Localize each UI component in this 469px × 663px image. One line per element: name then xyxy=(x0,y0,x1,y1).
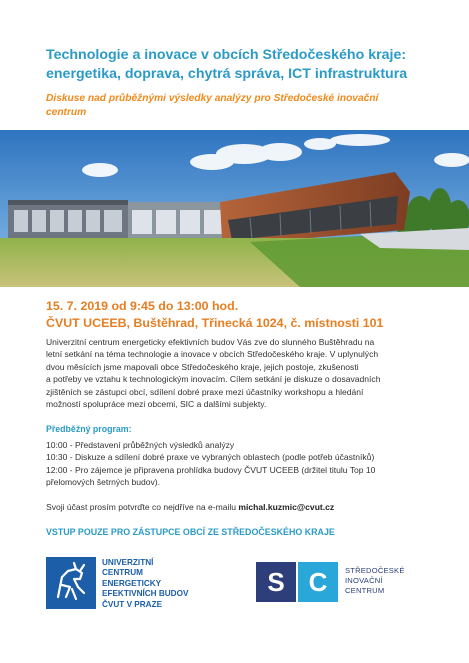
uceeb-logo-line: UNIVERZITNÍ xyxy=(102,558,154,567)
sic-logo-line: CENTRUM xyxy=(345,586,385,596)
subtitle-line-1: Diskuse nad průběžnými výsledky analýzy pro Středočeské inovační xyxy=(46,93,379,104)
program-list xyxy=(46,439,430,489)
body-line: dvou měsících jsme mapovali obce Středočeského kraje, jejich postoje, zkušenosti xyxy=(46,361,359,372)
rsvp-text: Svoji účast prosím potvrďte co nejdříve na e-mailu xyxy=(46,502,239,512)
body-line: letní setkání na téma technologie a inovace v obcích Středočeského kraje. V uplynulých xyxy=(46,349,379,360)
uceeb-logo-line: EFEKTIVNÍCH BUDOV xyxy=(102,589,189,599)
uceeb-logo-line: ENERGETICKY xyxy=(102,578,162,588)
body-line: možností spolupráce mezi obcemi, SIC a dalšími subjekty. xyxy=(46,399,267,410)
rsvp-email-link[interactable]: michal.kuzmic@cvut.cz xyxy=(238,502,335,512)
body-line: Univerzitní centrum energeticky efektivních budov Vás zve do slunného Buštěhradu na xyxy=(46,337,375,347)
sic-logo-s-block: S xyxy=(256,562,296,602)
sic-logo-c-block: C xyxy=(298,562,338,602)
subtitle-line-2: centrum xyxy=(46,107,87,118)
sic-logo-text xyxy=(345,566,405,597)
invitation-body xyxy=(46,336,430,410)
title-line-2: energetika, doprava, chytrá správa, ICT infrastruktura xyxy=(46,66,408,82)
rsvp-note xyxy=(46,502,430,512)
body-line: zjištěních se zástupci obcí, sdílení dobré praxe mezi účastníky workshopu a hledání xyxy=(46,386,364,397)
body-line: a potřeby ve vztahu k technologickým inovacím. Cílem setkání je diskuze o dosavadních xyxy=(46,374,381,385)
uceeb-logo-line: CENTRUM xyxy=(102,568,143,578)
page-subtitle xyxy=(46,92,436,120)
event-datetime: 15. 7. 2019 od 9:45 do 13:00 hod. xyxy=(46,299,239,313)
sic-logo-line: STŘEDOČESKÉ xyxy=(345,566,405,575)
program-item: 10:00 - Představení průběžných výsledků analýzy xyxy=(46,440,235,450)
entry-restriction-note: VSTUP POUZE PRO ZÁSTUPCE OBCÍ ZE STŘEDOČESKÉHO KRAJE xyxy=(46,527,335,537)
program-item: 10:30 - Diskuze a sdílení dobré praxe ve vybraných oblastech (podle potřeb účastníků) xyxy=(46,452,375,463)
uceeb-lion-emblem-icon xyxy=(46,557,96,609)
building-illustration xyxy=(0,130,469,287)
uceeb-logo-text xyxy=(102,558,188,610)
program-item: 12:00 - Pro zájemce je připravena prohlídka budovy ČVUT UCEEB (držitel titulu Top 10 xyxy=(46,464,376,475)
building-photo xyxy=(0,130,469,287)
event-info xyxy=(46,298,446,332)
title-line-1: Technologie a inovace v obcích Středočeského kraje: xyxy=(46,47,407,63)
program-item-continuation: přelomových šetrných budov). xyxy=(46,477,161,488)
sic-logo-line: INOVAČNÍ xyxy=(345,576,383,586)
page-title xyxy=(46,46,446,84)
uceeb-logo-line: ČVUT V PRAZE xyxy=(102,599,163,609)
sic-logo xyxy=(256,562,436,606)
uceeb-logo xyxy=(46,557,206,613)
event-place: ČVUT UCEEB, Buštěhrad, Třinecká 1024, č. místnosti 101 xyxy=(46,316,384,330)
program-heading: Předběžný program: xyxy=(46,424,132,434)
